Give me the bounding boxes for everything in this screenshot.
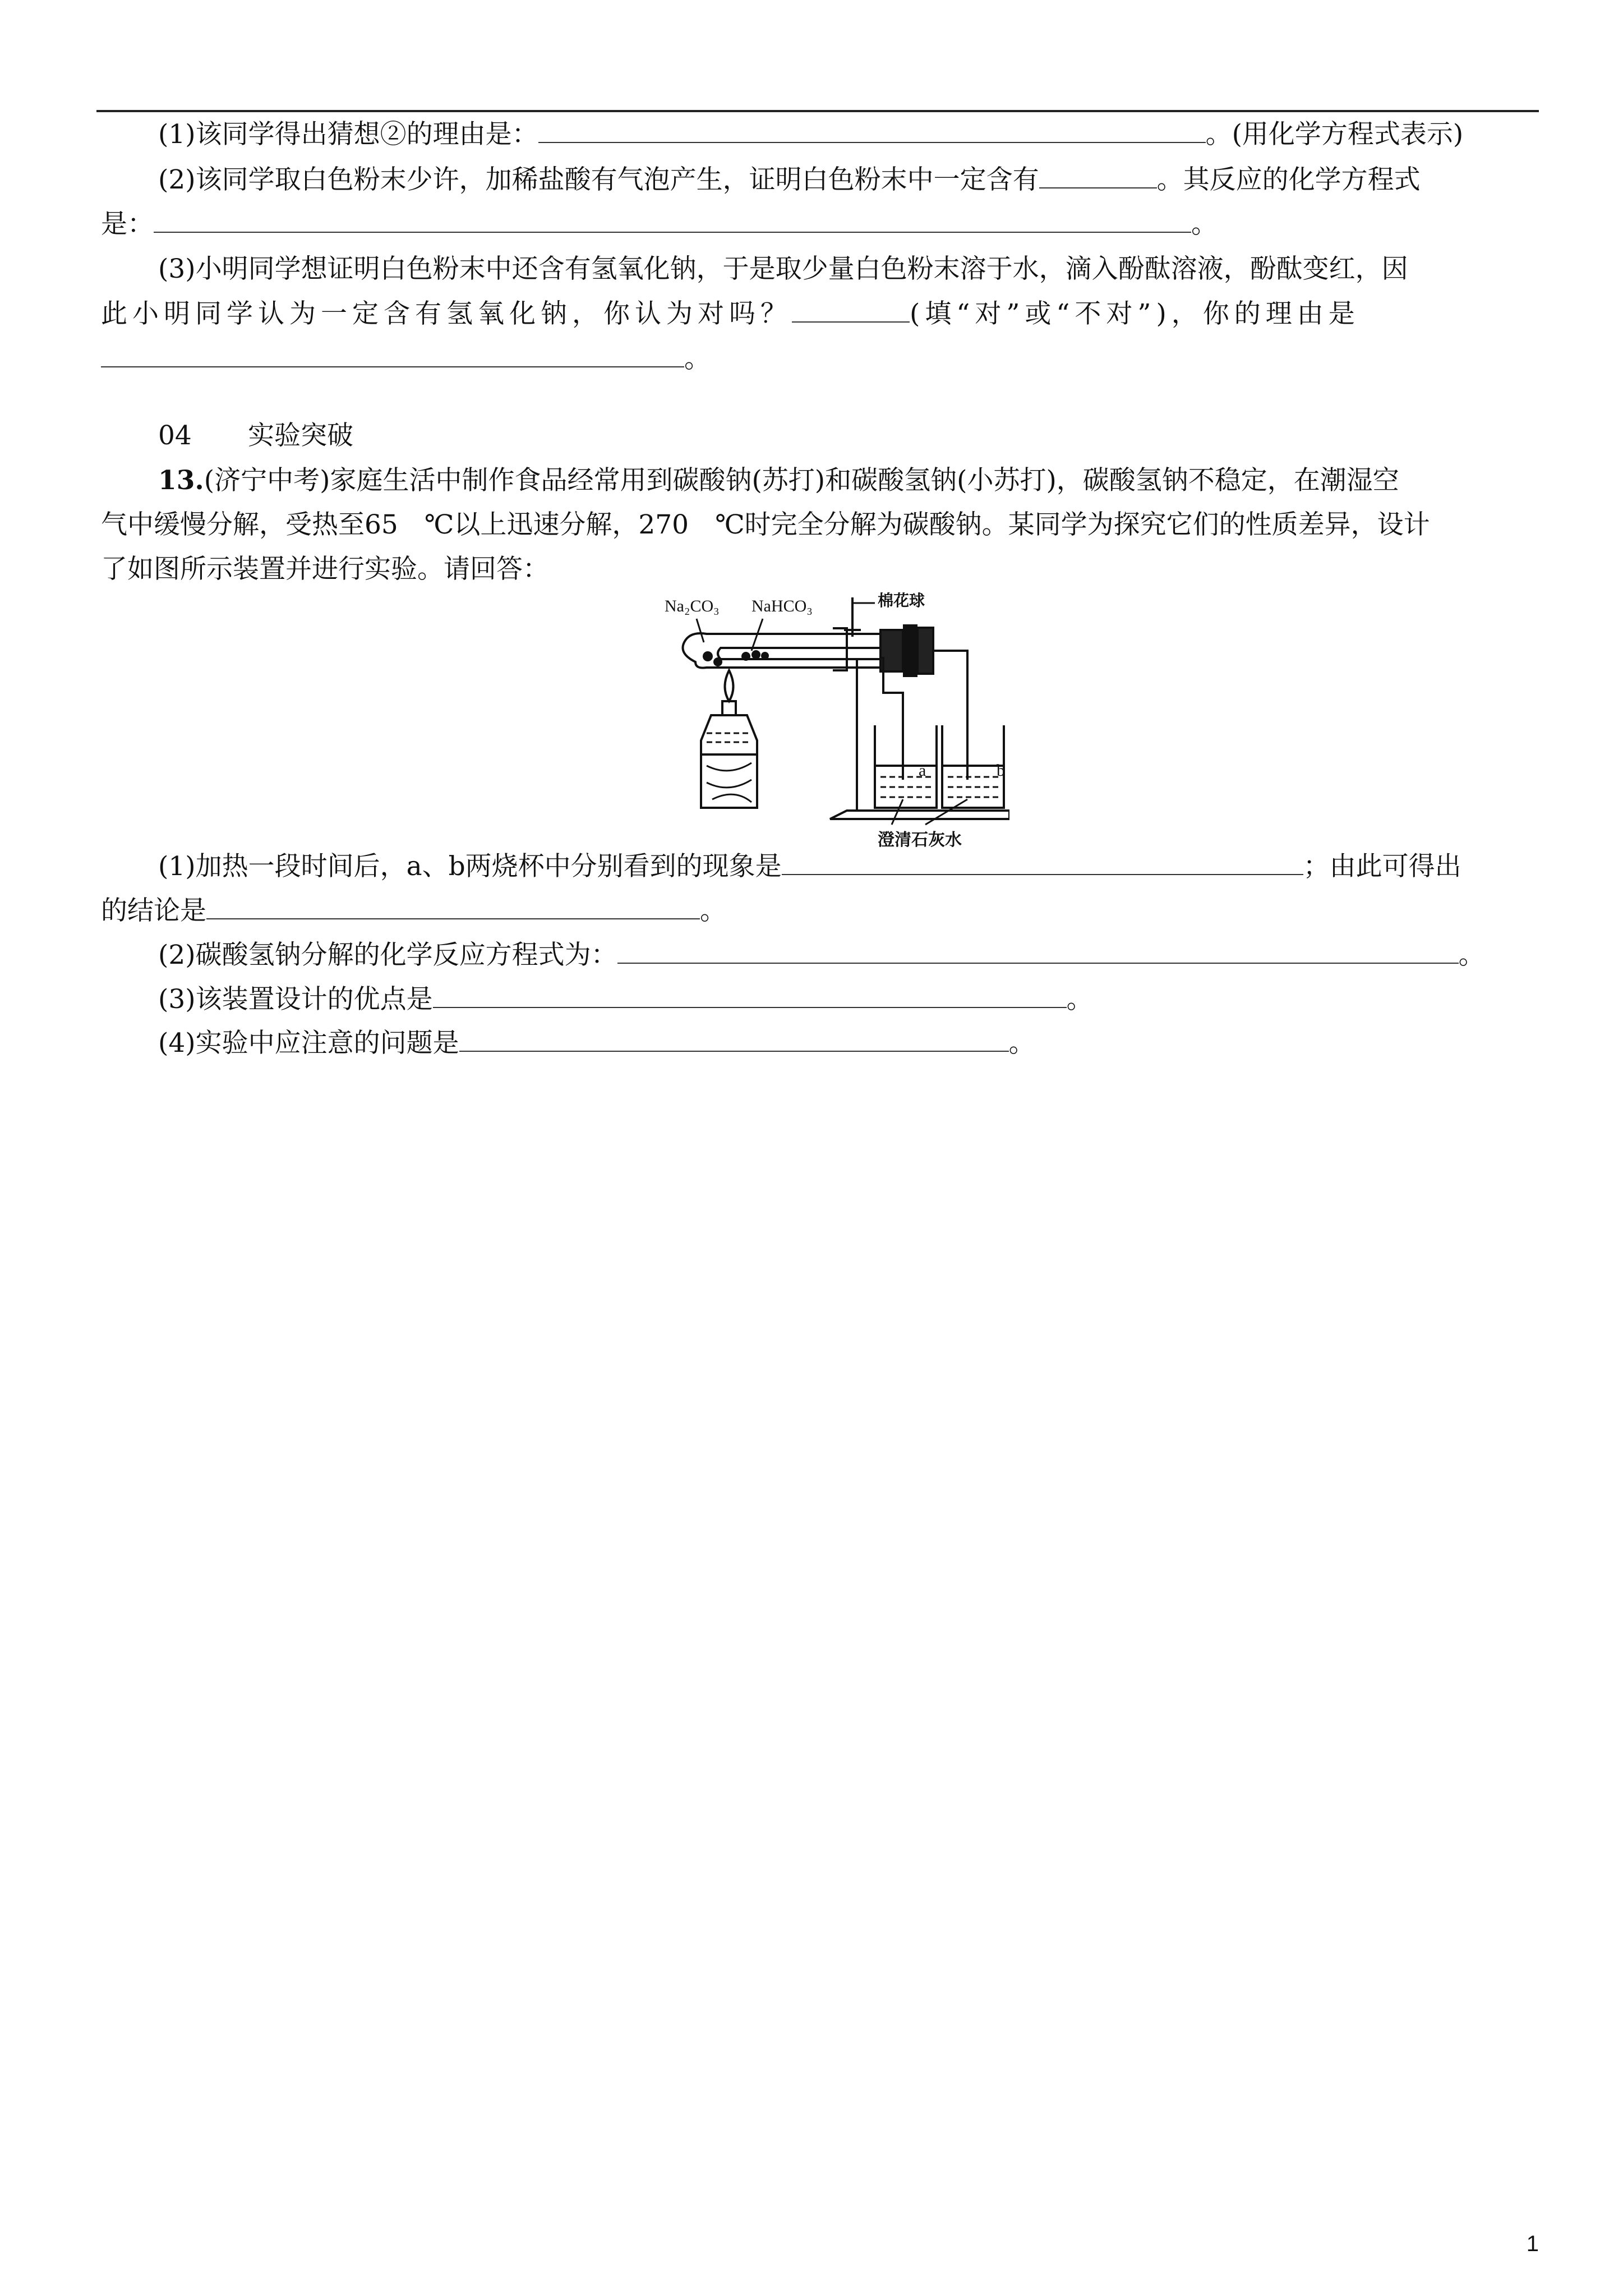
q13-sub-1-cont [101,889,1537,933]
answer-blank[interactable] [617,938,1459,964]
stopper-clamp [904,625,916,676]
q13-sub-3 [101,977,1537,1022]
lamp-liquid [707,733,751,742]
q13-s3-text: (3)该装置设计的优点是 [158,984,433,1015]
answer-blank[interactable] [792,297,910,323]
q13-s4-tail: 。 [1008,1028,1035,1059]
answer-blank[interactable] [538,117,1206,143]
q13-s1-cont-text: 的结论是 [101,895,206,926]
q13-number: 13. [158,465,204,496]
apparatus-figure [662,586,1009,850]
answer-blank[interactable] [101,342,684,367]
q-prev-2-tail: 。其反应的化学方程式 [1156,164,1421,195]
q13-s4-text: (4)实验中应注意的问题是 [158,1028,459,1059]
q13-sub-2 [101,933,1537,978]
q-prev-6-tail: 。 [684,343,711,374]
q-prev-4-text: (3)小明同学想证明白色粉末中还含有氢氧化钠，于是取少量白色粉末溶于水，滴入酚酞溶液，酚酞变红，因 [158,254,1408,284]
q13-sub-4 [101,1021,1537,1066]
wood-grain [707,763,751,802]
q13-line-2 [101,503,1537,547]
q-prev-1-text: (1)该同学得出猜想②的理由是： [158,119,538,150]
q-prev-3-text: 是： [101,209,154,240]
q13-line-2-text: 气中缓慢分解，受热至65 ℃以上迅速分解，270 ℃时完全分解为碳酸钠。某同学为探究它们的性质差异，设计 [101,509,1430,540]
beaker-b-liquid-lines [948,777,998,797]
label-limewater: 澄清石灰水 [878,830,962,850]
q-prev-3-tail: 。 [1191,209,1218,240]
section-header [158,413,353,458]
alcohol-lamp [701,715,757,754]
q-prev-5-text: 此小明同学认为一定含有氢氧化钠，你认为对吗？ [101,298,792,329]
delivery-tube-b [933,651,967,780]
q13-line-1-text: (济宁中考)家庭生活中制作食品经常用到碳酸钠(苏打)和碳酸氢钠(小苏打)，碳酸氢钠不稳定，在潮湿空 [204,465,1399,496]
q13-line-1 [101,458,1537,503]
answer-blank[interactable] [154,207,1191,233]
answer-blank[interactable] [459,1026,1009,1052]
q13-line-3 [101,547,1537,592]
label-cotton: 棉花球 [878,591,925,610]
q13-line-3-text: 了如图所示装置并进行实验。请回答： [101,554,549,585]
leader-na2co3 [697,619,704,642]
q13-s3-tail: 。 [1066,984,1093,1015]
answer-blank[interactable] [782,849,1303,875]
outer-test-tube [683,633,881,668]
answer-blank[interactable] [433,982,1067,1008]
q-prev-line-4 [101,247,1537,292]
lamp-flame [725,670,734,701]
stand-base [830,811,1009,819]
answer-blank[interactable] [1039,163,1157,188]
q13-sub-1 [101,844,1537,889]
q13-s1-tail: ；由此可得出 [1303,851,1461,882]
q-prev-line-2 [101,158,1537,203]
section-number: 04 [158,420,192,451]
stopper-cap [917,628,933,674]
label-nahco3: NaHCO₃ [751,597,813,615]
section-title: 实验突破 [248,420,353,451]
q-prev-line-3 [101,202,1537,247]
q13-s2-text: (2)碳酸氢钠分解的化学反应方程式为： [158,940,617,970]
q-prev-5-tail: (填“对”或“不对”)，你的理由是 [910,298,1360,329]
q-prev-2-text: (2)该同学取白色粉末少许，加稀盐酸有气泡产生，证明白色粉末中一定含有 [158,164,1039,195]
label-b: b [997,761,1005,780]
label-na2co3: Na₂CO₃ [665,597,720,615]
q-prev-line-1 [101,112,1537,157]
q-prev-line-5 [101,292,1537,337]
answer-blank[interactable] [206,894,700,919]
q13-s2-tail: 。 [1458,940,1485,970]
q-prev-line-6 [101,337,1537,381]
page-number: 1 [1526,2231,1539,2256]
q13-s1-cont-tail: 。 [700,895,726,926]
q-prev-1-tail: 。(用化学方程式表示) [1205,119,1464,150]
beaker-a-liquid-lines [880,777,931,797]
delivery-tube-a [880,658,903,780]
label-a: a [919,761,926,780]
q13-s1-text: (1)加热一段时间后，a、b两烧杯中分别看到的现象是 [158,851,782,882]
